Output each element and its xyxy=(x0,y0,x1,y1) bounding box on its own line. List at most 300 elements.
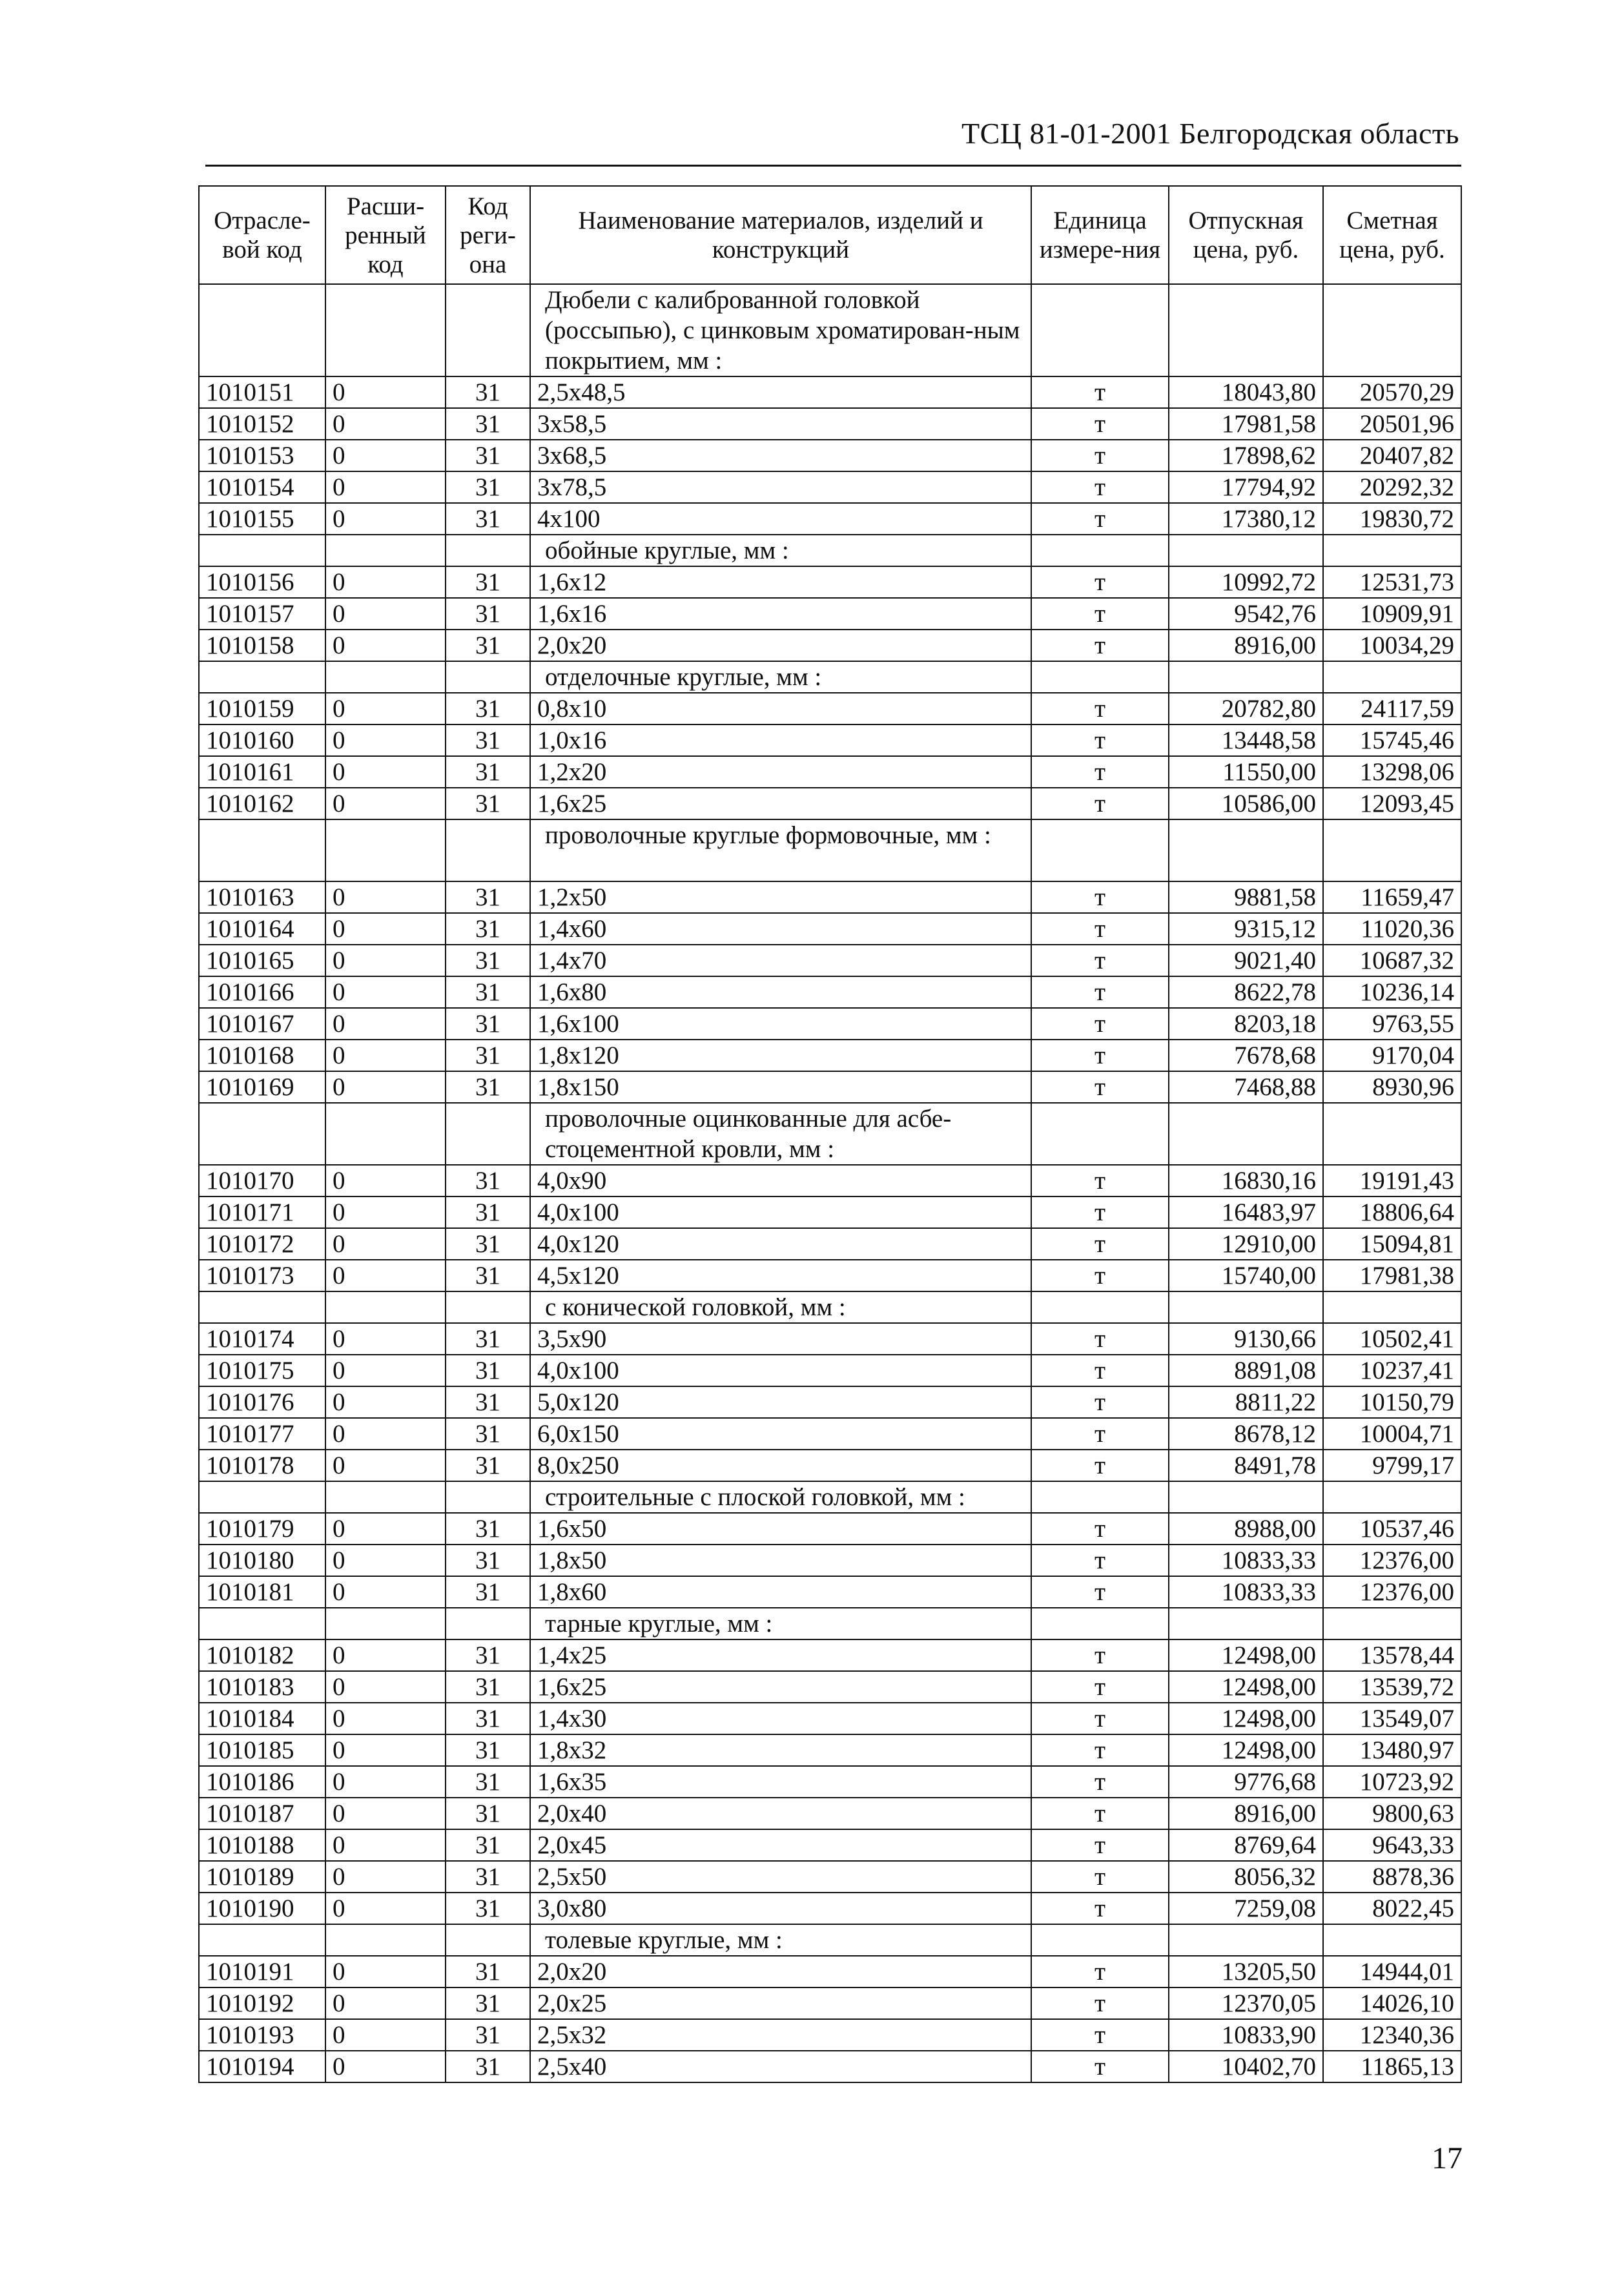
cell-code: 1010168 xyxy=(199,1040,325,1071)
cell-unit: т xyxy=(1031,1671,1169,1703)
empty-cell xyxy=(1169,661,1323,693)
table-group-row xyxy=(199,284,1461,376)
empty-cell xyxy=(1031,284,1169,376)
table-row xyxy=(199,408,1461,440)
table-row xyxy=(199,471,1461,503)
cell-extended-code: 0 xyxy=(325,945,446,976)
cell-estimate-price: 12376,00 xyxy=(1323,1576,1461,1608)
cell-release-price: 12498,00 xyxy=(1169,1671,1323,1703)
cell-region-code: 31 xyxy=(446,1260,530,1291)
cell-release-price: 8678,12 xyxy=(1169,1418,1323,1450)
cell-name: 4,0x100 xyxy=(530,1355,1031,1386)
cell-code: 1010170 xyxy=(199,1165,325,1196)
cell-name: 4,0x100 xyxy=(530,1196,1031,1228)
cell-region-code: 31 xyxy=(446,1513,530,1545)
cell-release-price: 10402,70 xyxy=(1169,2051,1323,2082)
empty-cell xyxy=(1323,1103,1461,1165)
table-row xyxy=(199,598,1461,630)
cell-extended-code: 0 xyxy=(325,440,446,471)
cell-region-code: 31 xyxy=(446,881,530,913)
cell-extended-code: 0 xyxy=(325,471,446,503)
cell-extended-code: 0 xyxy=(325,1040,446,1071)
cell-unit: т xyxy=(1031,1228,1169,1260)
column-header-extended-code: Расши-ренный код xyxy=(325,186,446,284)
table-row xyxy=(199,1893,1461,1924)
cell-name: 0,8x10 xyxy=(530,693,1031,724)
cell-unit: т xyxy=(1031,976,1169,1008)
empty-cell xyxy=(446,284,530,376)
cell-unit: т xyxy=(1031,1639,1169,1671)
cell-code: 1010190 xyxy=(199,1893,325,1924)
empty-cell xyxy=(1031,819,1169,881)
cell-extended-code: 0 xyxy=(325,1450,446,1481)
cell-estimate-price: 14026,10 xyxy=(1323,1987,1461,2019)
cell-unit: т xyxy=(1031,1386,1169,1418)
cell-unit: т xyxy=(1031,566,1169,598)
group-title: тарные круглые, мм : xyxy=(530,1608,1031,1639)
cell-release-price: 17898,62 xyxy=(1169,440,1323,471)
cell-estimate-price: 19830,72 xyxy=(1323,503,1461,535)
empty-cell xyxy=(1031,535,1169,566)
cell-extended-code: 0 xyxy=(325,693,446,724)
cell-release-price: 8622,78 xyxy=(1169,976,1323,1008)
cell-region-code: 31 xyxy=(446,1040,530,1071)
cell-estimate-price: 24117,59 xyxy=(1323,693,1461,724)
cell-unit: т xyxy=(1031,1798,1169,1829)
cell-estimate-price: 12376,00 xyxy=(1323,1545,1461,1576)
table-row xyxy=(199,1196,1461,1228)
cell-extended-code: 0 xyxy=(325,630,446,661)
cell-unit: т xyxy=(1031,471,1169,503)
cell-unit: т xyxy=(1031,693,1169,724)
empty-cell xyxy=(199,1291,325,1323)
cell-code: 1010155 xyxy=(199,503,325,535)
cell-extended-code: 0 xyxy=(325,788,446,819)
cell-name: 1,0x16 xyxy=(530,724,1031,756)
cell-release-price: 9881,58 xyxy=(1169,881,1323,913)
cell-region-code: 31 xyxy=(446,471,530,503)
cell-estimate-price: 10502,41 xyxy=(1323,1323,1461,1355)
empty-cell xyxy=(1169,1103,1323,1165)
cell-unit: т xyxy=(1031,1766,1169,1798)
empty-cell xyxy=(199,1924,325,1956)
cell-estimate-price: 11020,36 xyxy=(1323,913,1461,945)
empty-cell xyxy=(1169,1608,1323,1639)
cell-release-price: 7678,68 xyxy=(1169,1040,1323,1071)
table-row xyxy=(199,1798,1461,1829)
cell-unit: т xyxy=(1031,1861,1169,1893)
table-row xyxy=(199,1956,1461,1987)
cell-name: 2,0x40 xyxy=(530,1798,1031,1829)
group-title: с конической головкой, мм : xyxy=(530,1291,1031,1323)
cell-extended-code: 0 xyxy=(325,724,446,756)
empty-cell xyxy=(1323,284,1461,376)
cell-unit: т xyxy=(1031,788,1169,819)
empty-cell xyxy=(325,1291,446,1323)
cell-unit: т xyxy=(1031,756,1169,788)
header-divider xyxy=(205,165,1461,167)
cell-code: 1010184 xyxy=(199,1703,325,1734)
empty-cell xyxy=(1323,1291,1461,1323)
cell-region-code: 31 xyxy=(446,1766,530,1798)
cell-code: 1010172 xyxy=(199,1228,325,1260)
cell-code: 1010192 xyxy=(199,1987,325,2019)
cell-code: 1010159 xyxy=(199,693,325,724)
cell-code: 1010179 xyxy=(199,1513,325,1545)
cell-extended-code: 0 xyxy=(325,1545,446,1576)
cell-extended-code: 0 xyxy=(325,1323,446,1355)
cell-code: 1010158 xyxy=(199,630,325,661)
cell-name: 4x100 xyxy=(530,503,1031,535)
cell-code: 1010180 xyxy=(199,1545,325,1576)
empty-cell xyxy=(325,1608,446,1639)
cell-extended-code: 0 xyxy=(325,566,446,598)
table-row xyxy=(199,630,1461,661)
cell-region-code: 31 xyxy=(446,376,530,408)
cell-release-price: 17380,12 xyxy=(1169,503,1323,535)
cell-release-price: 18043,80 xyxy=(1169,376,1323,408)
empty-cell xyxy=(199,1481,325,1513)
cell-release-price: 8203,18 xyxy=(1169,1008,1323,1040)
cell-code: 1010151 xyxy=(199,376,325,408)
empty-cell xyxy=(1323,1608,1461,1639)
cell-region-code: 31 xyxy=(446,756,530,788)
cell-unit: т xyxy=(1031,1071,1169,1103)
cell-code: 1010173 xyxy=(199,1260,325,1291)
cell-estimate-price: 8022,45 xyxy=(1323,1893,1461,1924)
cell-code: 1010177 xyxy=(199,1418,325,1450)
cell-release-price: 12498,00 xyxy=(1169,1639,1323,1671)
empty-cell xyxy=(1169,535,1323,566)
cell-release-price: 8891,08 xyxy=(1169,1355,1323,1386)
group-title: обойные круглые, мм : xyxy=(530,535,1031,566)
cell-release-price: 9776,68 xyxy=(1169,1766,1323,1798)
cell-release-price: 8988,00 xyxy=(1169,1513,1323,1545)
cell-unit: т xyxy=(1031,913,1169,945)
cell-name: 1,6x25 xyxy=(530,788,1031,819)
cell-name: 1,4x30 xyxy=(530,1703,1031,1734)
cell-release-price: 12498,00 xyxy=(1169,1703,1323,1734)
cell-name: 6,0x150 xyxy=(530,1418,1031,1450)
cell-extended-code: 0 xyxy=(325,598,446,630)
cell-release-price: 8811,22 xyxy=(1169,1386,1323,1418)
cell-unit: т xyxy=(1031,1987,1169,2019)
cell-release-price: 7468,88 xyxy=(1169,1071,1323,1103)
empty-cell xyxy=(446,1481,530,1513)
cell-release-price: 12910,00 xyxy=(1169,1228,1323,1260)
cell-name: 1,8x60 xyxy=(530,1576,1031,1608)
cell-region-code: 31 xyxy=(446,630,530,661)
cell-name: 1,8x150 xyxy=(530,1071,1031,1103)
table-body xyxy=(199,284,1461,2082)
cell-release-price: 16830,16 xyxy=(1169,1165,1323,1196)
cell-extended-code: 0 xyxy=(325,1008,446,1040)
cell-estimate-price: 10237,41 xyxy=(1323,1355,1461,1386)
cell-region-code: 31 xyxy=(446,1703,530,1734)
cell-region-code: 31 xyxy=(446,1386,530,1418)
column-header-unit: Единица измере-ния xyxy=(1031,186,1169,284)
cell-region-code: 31 xyxy=(446,598,530,630)
cell-name: 2,0x20 xyxy=(530,630,1031,661)
cell-code: 1010193 xyxy=(199,2019,325,2051)
cell-name: 1,6x100 xyxy=(530,1008,1031,1040)
cell-estimate-price: 18806,64 xyxy=(1323,1196,1461,1228)
cell-name: 1,6x80 xyxy=(530,976,1031,1008)
cell-name: 3,0x80 xyxy=(530,1893,1031,1924)
cell-region-code: 31 xyxy=(446,1798,530,1829)
cell-estimate-price: 20292,32 xyxy=(1323,471,1461,503)
cell-name: 1,4x60 xyxy=(530,913,1031,945)
table-row xyxy=(199,1734,1461,1766)
cell-code: 1010188 xyxy=(199,1829,325,1861)
column-header-name: Наименование материалов, изделий и конструкций xyxy=(530,186,1031,284)
cell-extended-code: 0 xyxy=(325,1513,446,1545)
cell-unit: т xyxy=(1031,503,1169,535)
cell-region-code: 31 xyxy=(446,1008,530,1040)
cell-name: 1,6x50 xyxy=(530,1513,1031,1545)
empty-cell xyxy=(1169,284,1323,376)
cell-code: 1010175 xyxy=(199,1355,325,1386)
cell-code: 1010178 xyxy=(199,1450,325,1481)
cell-name: 1,6x35 xyxy=(530,1766,1031,1798)
cell-unit: т xyxy=(1031,1355,1169,1386)
table-row xyxy=(199,1639,1461,1671)
cell-estimate-price: 9799,17 xyxy=(1323,1450,1461,1481)
empty-cell xyxy=(446,1608,530,1639)
cell-estimate-price: 10236,14 xyxy=(1323,976,1461,1008)
table-row xyxy=(199,1355,1461,1386)
cell-unit: т xyxy=(1031,440,1169,471)
empty-cell xyxy=(325,819,446,881)
cell-extended-code: 0 xyxy=(325,1766,446,1798)
cell-unit: т xyxy=(1031,1513,1169,1545)
empty-cell xyxy=(199,1608,325,1639)
cell-region-code: 31 xyxy=(446,913,530,945)
cell-name: 4,0x120 xyxy=(530,1228,1031,1260)
cell-name: 1,4x70 xyxy=(530,945,1031,976)
empty-cell xyxy=(1323,1481,1461,1513)
cell-region-code: 31 xyxy=(446,440,530,471)
cell-extended-code: 0 xyxy=(325,1165,446,1196)
empty-cell xyxy=(199,1103,325,1165)
cell-region-code: 31 xyxy=(446,1987,530,2019)
table-row xyxy=(199,2019,1461,2051)
empty-cell xyxy=(1323,535,1461,566)
group-title: отделочные круглые, мм : xyxy=(530,661,1031,693)
empty-cell xyxy=(1031,1481,1169,1513)
table-row xyxy=(199,693,1461,724)
empty-cell xyxy=(325,1103,446,1165)
cell-code: 1010165 xyxy=(199,945,325,976)
cell-extended-code: 0 xyxy=(325,2051,446,2082)
cell-extended-code: 0 xyxy=(325,756,446,788)
cell-unit: т xyxy=(1031,1956,1169,1987)
empty-cell xyxy=(446,819,530,881)
empty-cell xyxy=(199,819,325,881)
cell-region-code: 31 xyxy=(446,2051,530,2082)
cell-code: 1010167 xyxy=(199,1008,325,1040)
cell-unit: т xyxy=(1031,1576,1169,1608)
cell-estimate-price: 10909,91 xyxy=(1323,598,1461,630)
cell-code: 1010152 xyxy=(199,408,325,440)
empty-cell xyxy=(1169,1481,1323,1513)
cell-unit: т xyxy=(1031,1450,1169,1481)
column-header-code: Отрасле-вой код xyxy=(199,186,325,284)
cell-extended-code: 0 xyxy=(325,1734,446,1766)
column-header-release-price: Отпускная цена, руб. xyxy=(1169,186,1323,284)
cell-estimate-price: 11865,13 xyxy=(1323,2051,1461,2082)
cell-region-code: 31 xyxy=(446,408,530,440)
cell-release-price: 10586,00 xyxy=(1169,788,1323,819)
cell-region-code: 31 xyxy=(446,1228,530,1260)
cell-unit: т xyxy=(1031,2019,1169,2051)
column-header-estimate-price: Сметная цена, руб. xyxy=(1323,186,1461,284)
cell-name: 3x78,5 xyxy=(530,471,1031,503)
cell-name: 2,5x48,5 xyxy=(530,376,1031,408)
cell-region-code: 31 xyxy=(446,1071,530,1103)
document-header-title: ТСЦ 81-01-2001 Белгородская область xyxy=(961,117,1459,150)
table-row xyxy=(199,756,1461,788)
page-number: 17 xyxy=(1432,2141,1463,2175)
cell-estimate-price: 8930,96 xyxy=(1323,1071,1461,1103)
cell-region-code: 31 xyxy=(446,788,530,819)
table-row xyxy=(199,1987,1461,2019)
cell-release-price: 7259,08 xyxy=(1169,1893,1323,1924)
cell-estimate-price: 8878,36 xyxy=(1323,1861,1461,1893)
cell-estimate-price: 20570,29 xyxy=(1323,376,1461,408)
cell-code: 1010166 xyxy=(199,976,325,1008)
group-title: Дюбели с калиброванной головкой (россыпью), с цинковым хроматирован-ным покрытием, мм : xyxy=(530,284,1031,376)
empty-cell xyxy=(1169,1291,1323,1323)
table-row xyxy=(199,1703,1461,1734)
cell-unit: т xyxy=(1031,1829,1169,1861)
cell-region-code: 31 xyxy=(446,945,530,976)
cell-extended-code: 0 xyxy=(325,1671,446,1703)
cell-release-price: 10833,33 xyxy=(1169,1545,1323,1576)
empty-cell xyxy=(1169,819,1323,881)
table-row xyxy=(199,1040,1461,1071)
cell-extended-code: 0 xyxy=(325,1893,446,1924)
cell-release-price: 9315,12 xyxy=(1169,913,1323,945)
cell-region-code: 31 xyxy=(446,1734,530,1766)
cell-code: 1010164 xyxy=(199,913,325,945)
group-title: проволочные оцинкованные для асбе-стоцементной кровли, мм : xyxy=(530,1103,1031,1165)
cell-code: 1010169 xyxy=(199,1071,325,1103)
cell-extended-code: 0 xyxy=(325,1798,446,1829)
cell-estimate-price: 13298,06 xyxy=(1323,756,1461,788)
cell-extended-code: 0 xyxy=(325,913,446,945)
table-group-row xyxy=(199,1481,1461,1513)
cell-code: 1010161 xyxy=(199,756,325,788)
table-row xyxy=(199,1165,1461,1196)
cell-region-code: 31 xyxy=(446,2019,530,2051)
cell-estimate-price: 10537,46 xyxy=(1323,1513,1461,1545)
cell-unit: т xyxy=(1031,1323,1169,1355)
cell-region-code: 31 xyxy=(446,1323,530,1355)
cell-name: 4,0x90 xyxy=(530,1165,1031,1196)
table-row xyxy=(199,1513,1461,1545)
table-row xyxy=(199,1766,1461,1798)
cell-extended-code: 0 xyxy=(325,1260,446,1291)
cell-region-code: 31 xyxy=(446,1893,530,1924)
cell-code: 1010160 xyxy=(199,724,325,756)
cell-estimate-price: 12531,73 xyxy=(1323,566,1461,598)
cell-extended-code: 0 xyxy=(325,1196,446,1228)
table-row xyxy=(199,1260,1461,1291)
cell-region-code: 31 xyxy=(446,566,530,598)
table-row xyxy=(199,945,1461,976)
price-table xyxy=(198,185,1462,2083)
table-row xyxy=(199,1418,1461,1450)
cell-extended-code: 0 xyxy=(325,1861,446,1893)
cell-estimate-price: 17981,38 xyxy=(1323,1260,1461,1291)
table-row xyxy=(199,1671,1461,1703)
cell-region-code: 31 xyxy=(446,1861,530,1893)
cell-extended-code: 0 xyxy=(325,1576,446,1608)
cell-region-code: 31 xyxy=(446,1418,530,1450)
cell-unit: т xyxy=(1031,1260,1169,1291)
cell-code: 1010176 xyxy=(199,1386,325,1418)
cell-name: 2,0x45 xyxy=(530,1829,1031,1861)
cell-code: 1010191 xyxy=(199,1956,325,1987)
cell-release-price: 8491,78 xyxy=(1169,1450,1323,1481)
table-row xyxy=(199,1450,1461,1481)
cell-estimate-price: 13480,97 xyxy=(1323,1734,1461,1766)
table-group-row xyxy=(199,1291,1461,1323)
cell-region-code: 31 xyxy=(446,1355,530,1386)
cell-estimate-price: 20501,96 xyxy=(1323,408,1461,440)
cell-unit: т xyxy=(1031,881,1169,913)
cell-unit: т xyxy=(1031,1008,1169,1040)
empty-cell xyxy=(446,1103,530,1165)
cell-unit: т xyxy=(1031,1196,1169,1228)
table-row xyxy=(199,1545,1461,1576)
cell-estimate-price: 10687,32 xyxy=(1323,945,1461,976)
cell-extended-code: 0 xyxy=(325,881,446,913)
cell-name: 8,0x250 xyxy=(530,1450,1031,1481)
empty-cell xyxy=(199,284,325,376)
cell-release-price: 10992,72 xyxy=(1169,566,1323,598)
cell-release-price: 8916,00 xyxy=(1169,630,1323,661)
cell-extended-code: 0 xyxy=(325,1703,446,1734)
cell-code: 1010174 xyxy=(199,1323,325,1355)
cell-name: 3,5x90 xyxy=(530,1323,1031,1355)
cell-name: 5,0x120 xyxy=(530,1386,1031,1418)
cell-unit: т xyxy=(1031,630,1169,661)
cell-region-code: 31 xyxy=(446,1639,530,1671)
cell-unit: т xyxy=(1031,376,1169,408)
table-row xyxy=(199,1228,1461,1260)
cell-estimate-price: 13549,07 xyxy=(1323,1703,1461,1734)
cell-unit: т xyxy=(1031,1165,1169,1196)
cell-release-price: 12370,05 xyxy=(1169,1987,1323,2019)
cell-region-code: 31 xyxy=(446,1671,530,1703)
cell-extended-code: 0 xyxy=(325,1386,446,1418)
cell-code: 1010171 xyxy=(199,1196,325,1228)
cell-release-price: 13205,50 xyxy=(1169,1956,1323,1987)
table-group-row xyxy=(199,1924,1461,1956)
cell-code: 1010187 xyxy=(199,1798,325,1829)
cell-region-code: 31 xyxy=(446,1165,530,1196)
cell-release-price: 12498,00 xyxy=(1169,1734,1323,1766)
cell-estimate-price: 10004,71 xyxy=(1323,1418,1461,1450)
cell-release-price: 17981,58 xyxy=(1169,408,1323,440)
table-row xyxy=(199,1829,1461,1861)
empty-cell xyxy=(446,1291,530,1323)
empty-cell xyxy=(199,661,325,693)
cell-estimate-price: 11659,47 xyxy=(1323,881,1461,913)
table-group-row xyxy=(199,1103,1461,1165)
